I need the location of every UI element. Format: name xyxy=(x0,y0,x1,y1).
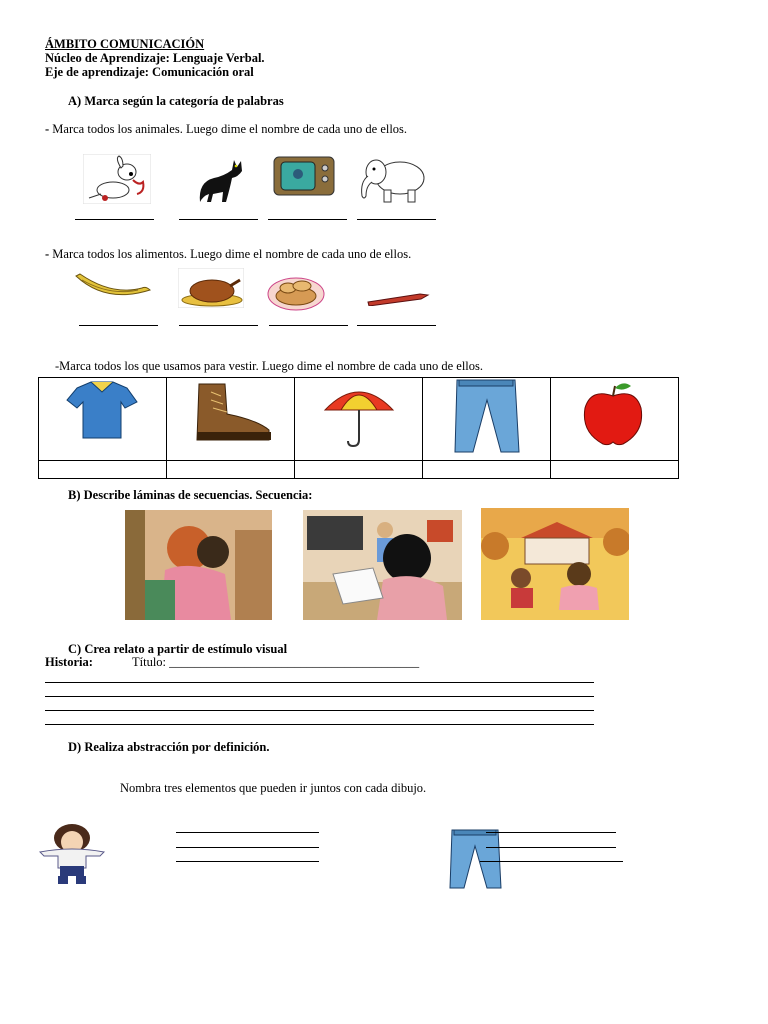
section-a-heading: A) Marca según la categoría de palabras xyxy=(68,94,284,108)
clothes-answer-5[interactable] xyxy=(551,461,679,479)
nucleo-line: Núcleo de Aprendizaje: Lenguaje Verbal. xyxy=(45,51,265,65)
jeans-answer-line-3[interactable] xyxy=(480,861,623,862)
children-school-scene xyxy=(481,508,629,620)
story-line-3[interactable] xyxy=(45,710,594,711)
apple-icon xyxy=(551,378,678,455)
clothes-answer-3[interactable] xyxy=(295,461,423,479)
clothes-instruction: -Marca todos los que usamos para vestir. Luego dime el nombre de cada uno de ellos. xyxy=(55,359,484,373)
animal-answer-line-4[interactable] xyxy=(357,219,436,220)
section-d-instruction: Nombra tres elementos que pueden ir juntos con cada dibujo. xyxy=(120,781,427,795)
clothes-cell-5[interactable] xyxy=(551,378,679,461)
food-answer-line-3[interactable] xyxy=(269,325,348,326)
story-line-1[interactable] xyxy=(45,682,594,683)
foods-instruction: - Marca todos los alimentos. Luego dime el nombre de cada uno de ellos. xyxy=(45,247,412,261)
food-answer-line-4[interactable] xyxy=(357,325,436,326)
cat-icon xyxy=(190,154,244,206)
clothes-cell-3[interactable] xyxy=(295,378,423,461)
shirt-icon xyxy=(39,378,166,455)
food-answer-line-2[interactable] xyxy=(179,325,258,326)
television-icon xyxy=(272,154,338,198)
clothes-answer-1[interactable] xyxy=(39,461,167,479)
banana-icon xyxy=(72,268,154,302)
section-b-heading: B) Describe láminas de secuencias. Secuencia: xyxy=(68,488,313,502)
boot-icon xyxy=(167,378,294,455)
clothes-cell-4[interactable] xyxy=(423,378,551,461)
dog-icon xyxy=(83,154,151,204)
jeans-icon xyxy=(448,828,502,890)
animal-answer-line-1[interactable] xyxy=(75,219,154,220)
doll-answer-line-3[interactable] xyxy=(176,861,319,862)
clothes-cell-1[interactable] xyxy=(39,378,167,461)
jeans-icon xyxy=(423,378,550,455)
clothes-answer-2[interactable] xyxy=(167,461,295,479)
historia-label: Historia: xyxy=(45,655,93,669)
girl-hugging-scene xyxy=(125,510,272,620)
roast-chicken-icon xyxy=(178,268,244,308)
animal-answer-line-2[interactable] xyxy=(179,219,258,220)
story-line-2[interactable] xyxy=(45,696,594,697)
girl-drawing-scene xyxy=(303,510,462,620)
umbrella-icon xyxy=(295,378,422,455)
page-title: ÁMBITO COMUNICACIÓN xyxy=(45,37,205,51)
food-answer-line-1[interactable] xyxy=(79,325,158,326)
jeans-answer-line-1[interactable] xyxy=(486,832,616,833)
pencil-icon xyxy=(364,290,432,306)
section-c-heading: C) Crea relato a partir de estímulo visual xyxy=(68,642,288,656)
doll-answer-line-1[interactable] xyxy=(176,832,319,833)
bread-basket-icon xyxy=(266,268,326,312)
doll-answer-line-2[interactable] xyxy=(176,847,319,848)
section-d-heading: D) Realiza abstracción por definición. xyxy=(68,740,270,754)
jeans-answer-line-2[interactable] xyxy=(486,847,616,848)
clothes-answer-4[interactable] xyxy=(423,461,551,479)
clothes-cell-2[interactable] xyxy=(167,378,295,461)
animals-instruction: - Marca todos los animales. Luego dime el nombre de cada uno de ellos. xyxy=(45,122,408,136)
elephant-icon xyxy=(356,152,430,204)
titulo-field[interactable]: Título: ________________________________________ xyxy=(132,655,420,669)
animal-answer-line-3[interactable] xyxy=(268,219,347,220)
clothes-table xyxy=(38,377,679,479)
eje-line: Eje de aprendizaje: Comunicación oral xyxy=(45,65,254,79)
doll-icon xyxy=(36,820,108,886)
story-line-4[interactable] xyxy=(45,724,594,725)
